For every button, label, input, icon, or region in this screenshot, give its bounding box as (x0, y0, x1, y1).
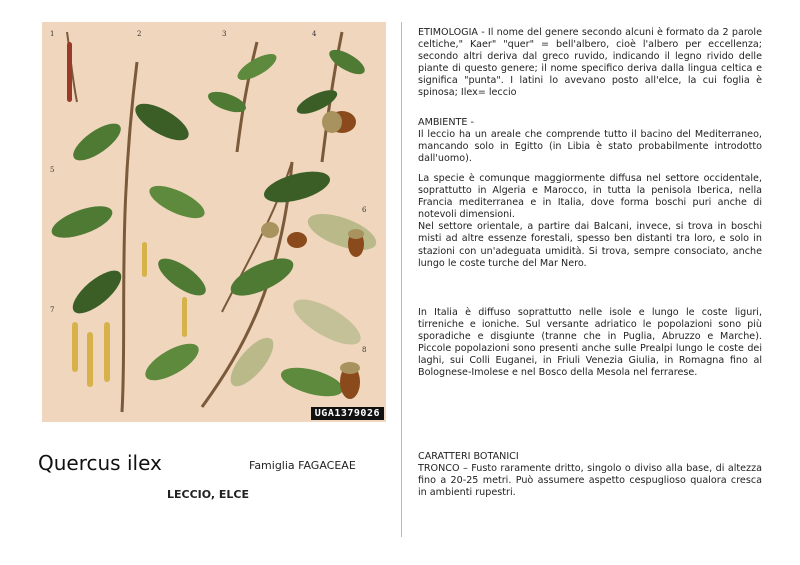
caratteri-section (418, 451, 762, 499)
panel-number: 7 (50, 306, 55, 314)
image-id-label: UGA1379026 (311, 407, 384, 420)
leaves (48, 45, 381, 402)
panel-number: 6 (362, 206, 367, 214)
ambiente-section (418, 117, 762, 165)
panel-number: 3 (222, 30, 227, 38)
ambiente-section-3 (418, 307, 762, 380)
ambiente-paragraph: Nel settore orientale, a partire dai Balcani, invece, si trova in boschi misti ad altre essenze forestali, spesso ben distanti tra loro, e solo in stazioni con un'adeguata umidità. Si trova, sempre consociato, anche lungo le coste turche del Mar Nero. (418, 221, 762, 269)
common-names: LECCIO, ELCE (167, 488, 249, 501)
scientific-name: Quercus ilex (38, 451, 162, 475)
ambiente-heading: AMBIENTE - (418, 117, 474, 128)
panel-number: 2 (137, 30, 142, 38)
caratteri-heading: CARATTERI BOTANICI (418, 451, 519, 462)
panel-number: 4 (312, 30, 317, 38)
panel-number: 1 (50, 30, 55, 38)
tronco-text: TRONCO – Fusto raramente dritto, singolo o diviso alla base, di altezza fino a 20-25 metri. Può assumere aspetto cespuglioso qualora cresca in ambienti rupestri. (418, 463, 762, 499)
column-divider (401, 22, 402, 537)
etimologia-section (418, 27, 762, 100)
oak-plant-drawing (42, 22, 386, 422)
ambiente-paragraph: In Italia è diffuso soprattutto nelle isole e lungo le coste liguri, tirreniche e ioniche. Sul versante adriatico le popolazioni sono più sporadiche e disgiunte (tranne che in Puglia, Abruzzo e Marche). Piccole popolazioni sono presenti anche sulle Prealpi lungo le coste dei laghi, sui Colli Euganei, in Friuli Venezia Giulia, in Romagna fino al Bolognese-Imolese e nel Bosco della Mesola nel ferrarese. (418, 307, 762, 379)
botanical-illustration (42, 22, 386, 422)
panel-number: 5 (50, 166, 55, 174)
ambiente-section-2 (418, 173, 762, 270)
panel-number: 8 (362, 346, 367, 354)
ambiente-paragraph: Il leccio ha un areale che comprende tutto il bacino del Mediterraneo, mancando solo in Egitto (in Libia è stato probabilmente introdotto dall'uomo). (418, 129, 762, 165)
ambiente-paragraph: La specie è comunque maggiormente diffusa nel settore occidentale, soprattutto in Algeria e Marocco, in tutta la penisola Iberica, nella Francia mediterranea e in Italia, dove forma boschi puri anche di notevoli dimensioni. (418, 173, 762, 221)
etimologia-text: ETIMOLOGIA - Il nome del genere secondo alcuni è formato da 2 parole celtiche," Kaer" "quer" = bell'albero, cioè l'albero per eccellenza; secondo altri deriva dal greco ruvido, indicando il legno rivido delle piante di questo genere; il nome specifico deriva dalla lingua celtica e significa "punta". I latini lo avevano posto all'elce, la cui foglia è spinosa; Ilex= leccio (418, 27, 762, 99)
family-name: Famiglia FAGACEAE (249, 459, 356, 472)
